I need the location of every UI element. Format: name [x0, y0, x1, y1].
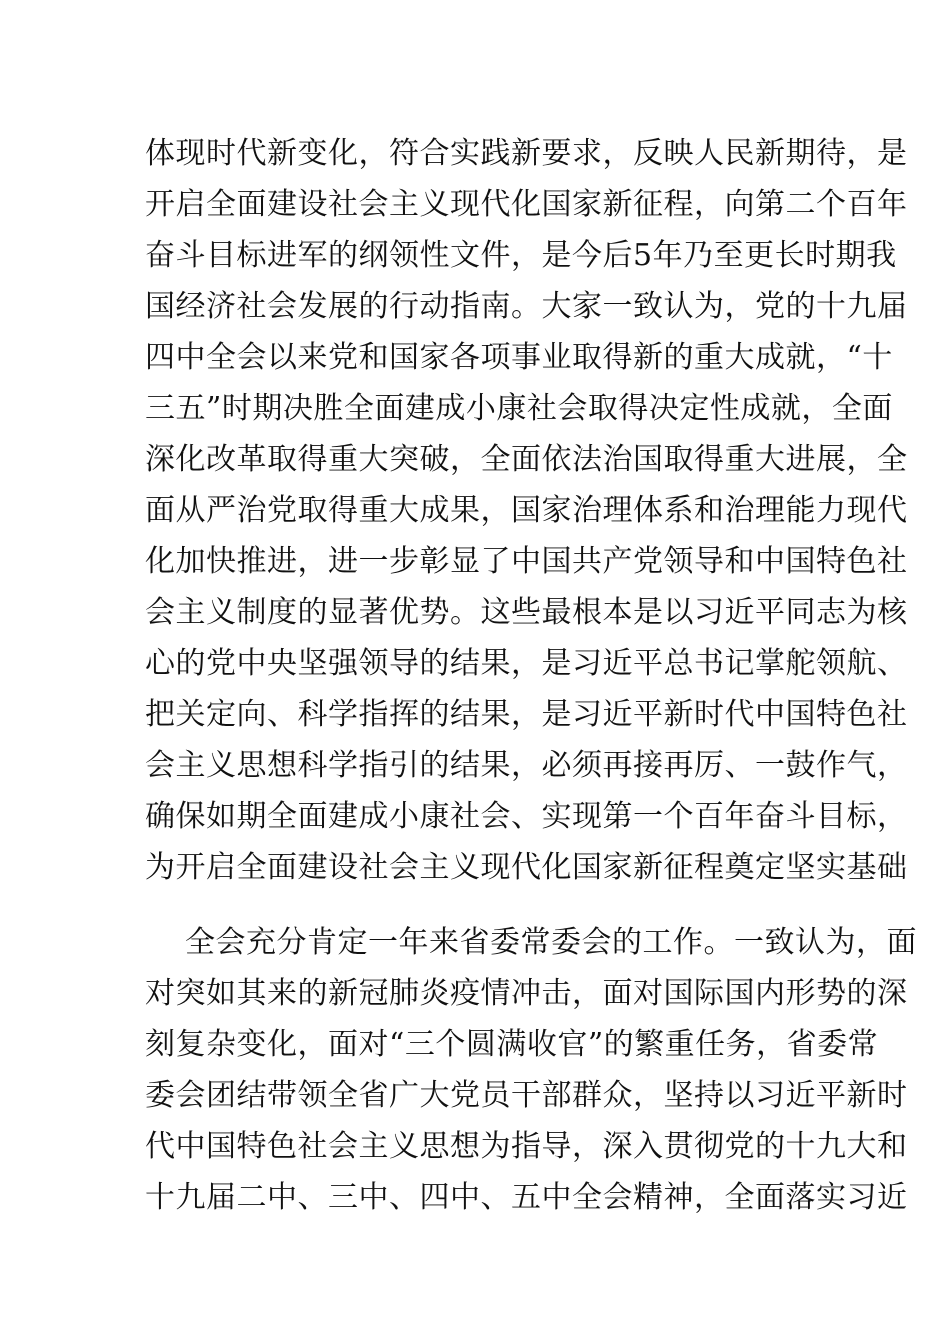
paragraph-line: 确保如期全面建成小康社会、实现第一个百年奋斗目标， [145, 799, 908, 834]
paragraph-line: 把关定向、科学指挥的结果，是习近平新时代中国特色社 [145, 697, 908, 732]
paragraph-line: 体现时代新变化，符合实践新要求，反映人民新期待，是 [145, 136, 908, 171]
paragraph-line: 三五”时期决胜全面建成小康社会取得决定性成就，全面 [145, 391, 893, 426]
paragraph-line: 为开启全面建设社会主义现代化国家新征程奠定坚实基础 [145, 850, 908, 885]
paragraph-line: 委会团结带领全省广大党员干部群众，坚持以习近平新时 [145, 1078, 908, 1113]
paragraph-line: 会主义制度的显著优势。这些最根本是以习近平同志为核 [145, 595, 908, 630]
paragraph-line: 代中国特色社会主义思想为指导，深入贯彻党的十九大和 [145, 1129, 908, 1164]
paragraph-line: 深化改革取得重大突破，全面依法治国取得重大进展，全 [145, 442, 908, 477]
paragraph-line: 全会充分肯定一年来省委常委会的工作。一致认为，面 [185, 925, 917, 960]
paragraph-line: 四中全会以来党和国家各项事业取得新的重大成就，“十 [145, 340, 893, 375]
paragraph-line: 奋斗目标进军的纲领性文件，是今后5年乃至更长时期我 [145, 238, 897, 273]
paragraph-line: 国经济社会发展的行动指南。大家一致认为，党的十九届 [145, 289, 908, 324]
paragraph-line: 十九届二中、三中、四中、五中全会精神，全面落实习近 [145, 1180, 908, 1215]
paragraph-line: 开启全面建设社会主义现代化国家新征程，向第二个百年 [145, 187, 908, 222]
paragraph-line: 化加快推进，进一步彰显了中国共产党领导和中国特色社 [145, 544, 908, 579]
paragraph-line: 对突如其来的新冠肺炎疫情冲击，面对国际国内形势的深 [145, 976, 908, 1011]
paragraph-line: 刻复杂变化，面对“三个圆满收官”的繁重任务，省委常 [145, 1027, 879, 1062]
paragraph-line: 心的党中央坚强领导的结果，是习近平总书记掌舵领航、 [145, 646, 908, 681]
paragraph-line: 面从严治党取得重大成果，国家治理体系和治理能力现代 [145, 493, 908, 528]
paragraph-line: 会主义思想科学指引的结果，必须再接再厉、一鼓作气， [145, 748, 908, 783]
